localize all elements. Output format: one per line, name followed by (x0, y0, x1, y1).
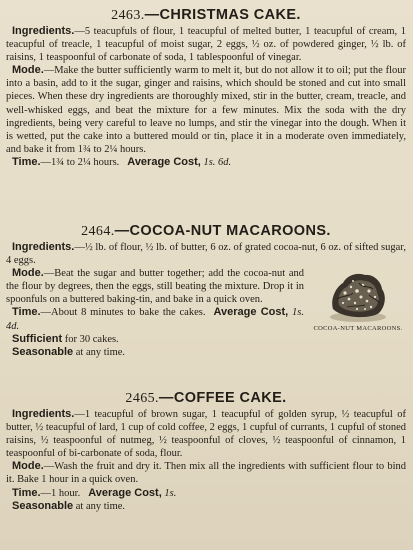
time-label: Time. (12, 306, 41, 319)
seasonable-label: Seasonable (12, 499, 74, 512)
time-label: Time. (12, 155, 41, 168)
macaroon-engraving-icon (327, 269, 389, 323)
ingredients-paragraph (6, 241, 406, 267)
recipe-name: —COCOA-NUT MACAROONS. (114, 223, 331, 239)
ingredients-label: Ingredients. (12, 241, 75, 253)
recipe-christmas-cake (6, 6, 406, 169)
recipe-title (6, 6, 406, 25)
cost-value: 1s. 6d. (203, 156, 232, 168)
time-paragraph (6, 156, 406, 169)
recipe-name: —CHRISTMAS CAKE. (144, 7, 301, 23)
mode-text: —Wash the fruit and dry it. Then mix all the ingredients with sufficient flour to bind it. Bake 1 hour in a quick oven. (6, 461, 406, 486)
cost-label: Average Cost, (127, 155, 201, 168)
recipe-number: 2465. (125, 391, 159, 406)
mode-label: Mode. (12, 460, 44, 473)
time-paragraph (6, 487, 406, 500)
seasonable-text: at any time. (75, 500, 126, 512)
seasonable-paragraph (6, 500, 406, 513)
recipe-number: 2464. (81, 224, 115, 239)
ingredients-label: Ingredients. (12, 408, 75, 420)
sufficient-paragraph (6, 333, 406, 346)
mode-text: —Beat the sugar and butter together; add the cocoa-nut and the flour by degrees, then the eggs, still beating the mixture. Drop it in spoonfuls on a buttered baking-tin, and bake in a quick oven. (6, 268, 304, 306)
seasonable-text: at any time. (75, 346, 126, 358)
time-text: —1¾ to 2¼ hours. (40, 156, 120, 168)
ingredients-text: —1 teacupful of brown sugar, 1 teacupful of golden syrup, ½ teacupful of butter, ½ teacupful of lard, 1 cup of cold coffee, 2 eggs, 1 cupful of currants, 1 cupful of stoned raisins, ½ teaspoonful of nutmeg, ½ teaspoonful of cloves, ½ teaspoonful of cinnamon, 1 teaspoonful of bi-carbonate of soda, flour. (6, 409, 406, 460)
cost-value: 1s. 4d. (6, 307, 305, 332)
seasonable-label: Seasonable (12, 345, 74, 358)
ingredients-text: —½ lb. of flour, ½ lb. of butter, 6 oz. of grated cocoa-nut, 6 oz. of sifted sugar, 4 eggs. (6, 242, 406, 267)
recipe-title (6, 222, 406, 241)
cost-label: Average Cost, (213, 306, 289, 319)
ingredients-label: Ingredients. (12, 25, 75, 37)
mode-label: Mode. (12, 267, 44, 280)
sufficient-text: for 30 cakes. (64, 333, 119, 345)
time-label: Time. (12, 486, 41, 499)
mode-label: Mode. (12, 64, 44, 77)
recipe-cocoa-nut-macaroons (6, 222, 406, 359)
mode-paragraph (6, 64, 406, 156)
time-text: —1 hour. (40, 487, 81, 499)
recipe-number: 2463. (111, 8, 145, 23)
time-text: —About 8 minutes to bake the cakes. (40, 307, 206, 319)
mode-text: —Make the butter sufficiently warm to melt it, but do not allow it to oil; put the flour into a basin, add to it the sugar, ginger and raisins, which should be stoned and cut into small pieces. When these dry ingredients are thoroughly mixed, stir in the butter, cream, treacle, and well-whisked eggs, and beat the mixture for a few minutes. Mix the soda with the dry ingredients, being very careful to leave no lumps, and stir the vinegar into the dough. When it is wetted, put the cake into a buttered mould or tin, place it in a moderate oven immediately, and bake it from 1¾ to 2¼ hours. (6, 65, 406, 155)
ingredients-text: —5 teacupfuls of flour, 1 teacupful of melted butter, 1 teacupful of cream, 1 teacupful of treacle, 1 teacupful of moist sugar, 2 eggs, ½ oz. of powdered ginger, ½ lb. of raisins, 1 teaspoonful of carbonate of soda, 1 tablespoonful of vinegar. (6, 26, 406, 64)
recipe-title (6, 389, 406, 408)
recipe-coffee-cake (6, 389, 406, 513)
ingredients-paragraph (6, 408, 406, 460)
ingredients-paragraph (6, 25, 406, 64)
macaroons-illustration (310, 269, 406, 333)
mode-paragraph (6, 460, 406, 486)
cost-label: Average Cost, (88, 486, 162, 499)
illustration-caption: COCOA-NUT MACAROONS. (313, 325, 403, 333)
sufficient-label: Sufficient (12, 332, 63, 345)
cost-value: 1s. (164, 487, 177, 499)
seasonable-paragraph (6, 346, 406, 359)
recipe-name: —COFFEE CAKE. (158, 390, 287, 406)
